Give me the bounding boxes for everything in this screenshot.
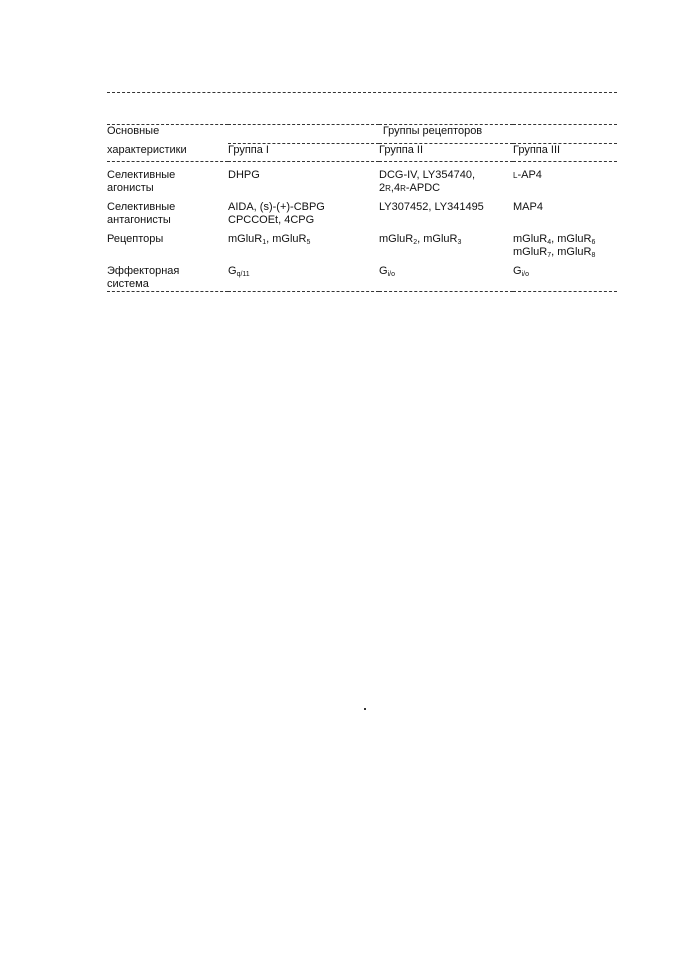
cell-group-3: MAP4	[513, 201, 543, 213]
cell-group-2: mGluR$_2$, mGluR$_3$	[379, 233, 462, 246]
cell-group-2: DCG-IV, LY354740, 2R,4R-APDC	[379, 169, 476, 194]
cell-group-1: mGluR$_1$, mGluR$_5$	[228, 233, 311, 246]
header-main-characteristics-1: Основные	[107, 125, 160, 137]
cell-group-1: DHPG	[228, 169, 260, 181]
table-row-receptors	[107, 233, 617, 265]
row-label: Селективные агонисты	[107, 169, 176, 194]
table-row-effector-system	[107, 265, 617, 292]
cell-group-3: $G_{i/o}$	[513, 265, 529, 278]
cell-group-1: $G_{q/11}$	[228, 265, 250, 278]
cell-group-3: L-AP4	[513, 169, 542, 181]
row-label: Рецепторы	[107, 233, 164, 245]
cell-group-2: $G_{i/o}$	[379, 265, 395, 278]
cell-group-3: mGluR$_4$, mGluR$_6$ mGluR$_7$, mGluR$_8$	[513, 233, 596, 259]
row-label: Селективные антагонисты	[107, 201, 176, 226]
header-group-3: Группа III	[513, 144, 561, 156]
header-receptor-groups: Группы рецепторов	[228, 125, 617, 144]
cell-group-2: LY307452, LY341495	[379, 201, 484, 213]
receptor-groups-table	[107, 124, 617, 292]
header-main-characteristics-2: характеристики	[107, 143, 187, 156]
header-group-1: Группа I	[228, 144, 269, 156]
cell-group-1: AIDA, (s)-(+)-CBPG CPCCOEt, 4CPG	[228, 201, 325, 226]
row-label: Эффекторная система	[107, 265, 180, 290]
top-divider	[107, 92, 617, 93]
table-row-antagonists	[107, 201, 617, 233]
header-group-2: Группа II	[379, 144, 424, 156]
page-speck	[364, 708, 366, 710]
table-row-agonists	[107, 162, 617, 202]
